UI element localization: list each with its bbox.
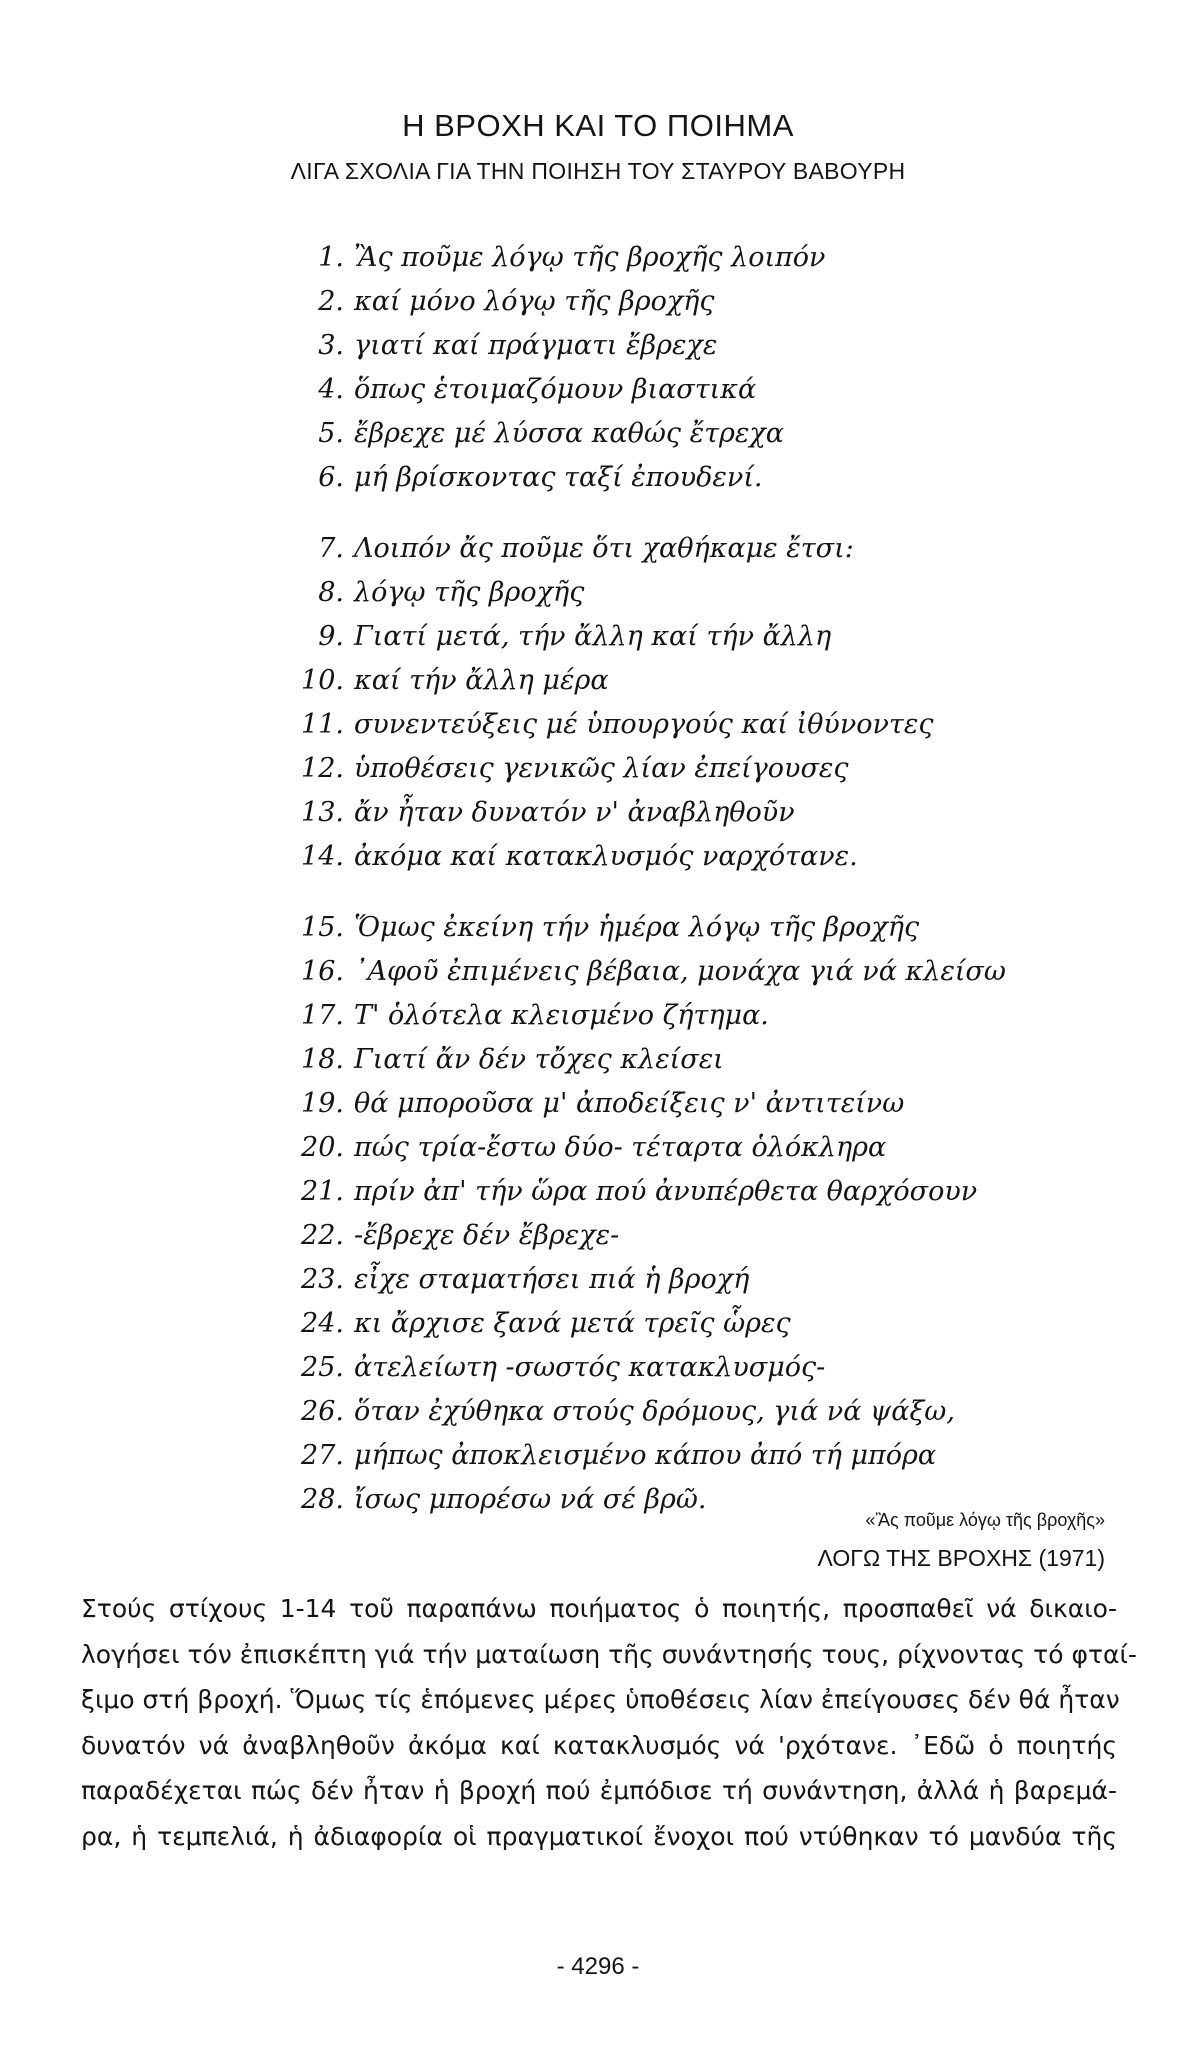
poem-line (0, 906, 1100, 950)
line-text: λόγῳ τῆς βροχῆς (354, 577, 585, 608)
line-text: -ἔβρεχε δέν ἔβρεχε- (354, 1220, 620, 1251)
line-text: Τ' ὁλότελα κλεισμένο ζήτημα. (354, 1000, 769, 1031)
line-number: 6. (318, 462, 344, 493)
poem-line (0, 368, 1100, 412)
line-number: 24. (301, 1308, 344, 1339)
line-number: 1. (318, 242, 344, 273)
poem-line (0, 1302, 1100, 1346)
line-number: 20. (301, 1132, 344, 1163)
line-text: ἴσως μπορέσω νά σέ βρῶ. (354, 1484, 707, 1515)
line-number: 15. (301, 912, 344, 943)
prose-line: ξιμο στή βροχή. Ὅμως τίς ἑπόμενες μέρες ὑποθέσεις λίαν ἐπείγουσες δέν θά ἦταν (81, 1685, 1120, 1714)
poem-line (0, 1082, 1100, 1126)
line-text: ὅταν ἐχύθηκα στούς δρόμους, γιά νά ψάξω, (354, 1396, 955, 1427)
line-text: ὑποθέσεις γενικῶς λίαν ἐπείγουσες (354, 753, 849, 784)
poem-line (0, 1214, 1100, 1258)
line-text: καί τήν ἄλλη μέρα (354, 665, 609, 696)
poem-line (0, 280, 1100, 324)
poem-line (0, 1390, 1100, 1434)
prose-line: ρα, ἡ τεμπελιά, ἡ ἀδιαφορία οἱ πραγματικοί ἔνοχοι πού ντύθηκαν τό μανδύα τῆς (81, 1821, 1117, 1851)
line-number: 25. (301, 1352, 344, 1383)
line-number: 3. (318, 330, 344, 361)
line-text: Ἂς ποῦμε λόγῳ τῆς βροχῆς λοιπόν (354, 242, 826, 273)
poem-line (0, 747, 1100, 791)
line-text: ἔβρεχε μέ λύσσα καθώς ἔτρεχα (354, 418, 785, 449)
line-number: 18. (301, 1044, 344, 1075)
line-text: ᾿Αφοῦ ἐπιμένεις βέβαια, μονάχα γιά νά κλείσω (354, 956, 1006, 987)
line-number: 11. (301, 709, 344, 740)
line-number: 13. (301, 797, 344, 828)
line-number: 7. (318, 533, 344, 564)
line-number: 22. (301, 1220, 344, 1251)
line-text: Ὅμως ἐκείνη τήν ἡμέρα λόγῳ τῆς βροχῆς (354, 912, 920, 943)
line-number: 17. (301, 1000, 344, 1031)
poem-line (0, 412, 1100, 456)
poem-line (0, 456, 1100, 500)
poem-line (0, 1170, 1100, 1214)
poem-line (0, 1038, 1100, 1082)
line-number: 28. (301, 1484, 344, 1515)
line-text: συνεντεύξεις μέ ὑπουργούς καί ἰθύνοντες (354, 709, 934, 740)
line-text: πρίν ἀπ' τήν ὥρα πού ἀνυπέρθετα θαρχόσουν (354, 1176, 978, 1207)
line-text: γιατί καί πράγματι ἔβρεχε (354, 330, 718, 361)
poem-line (0, 236, 1100, 280)
page-title: Η ΒΡΟΧΗ ΚΑΙ ΤΟ ΠΟΙΗΜΑ (402, 108, 794, 143)
line-number: 4. (318, 374, 344, 405)
line-number: 26. (301, 1396, 344, 1427)
poem-line (0, 835, 1100, 879)
line-number: 23. (301, 1264, 344, 1295)
prose-line: Στούς στίχους 1-14 τοῦ παραπάνω ποιήματος ὁ ποιητής, προσπαθεῖ νά δικαιο- (81, 1594, 1117, 1623)
line-number: 8. (318, 577, 344, 608)
poem-line (0, 324, 1100, 368)
page-subtitle: ΛΙΓΑ ΣΧΟΛΙΑ ΓΙΑ ΤΗΝ ΠΟΙΗΣΗ ΤΟΥ ΣΤΑΥΡΟΥ ΒΑΒΟΥΡΗ (290, 158, 906, 184)
poem-source-collection: ΛΟΓΩ ΤΗΣ ΒΡΟΧΗΣ (1971) (817, 1545, 1105, 1571)
poem-source-title: «Ἂς ποῦμε λόγῳ τῆς βροχῆς» (865, 1510, 1105, 1530)
line-text: Γιατί μετά, τήν ἄλλη καί τήν ἄλλη (354, 621, 832, 652)
line-number: 16. (301, 956, 344, 987)
line-text: ἀκόμα καί κατακλυσμός ναρχότανε. (354, 841, 858, 872)
commentary-paragraph (81, 1586, 1137, 1859)
page-number: - 4296 - (556, 1953, 640, 1980)
line-number: 2. (318, 286, 344, 317)
poem-line (0, 791, 1100, 835)
line-text: μή βρίσκοντας ταξί ἐπουδενί. (354, 462, 763, 493)
poem-line (0, 994, 1100, 1038)
poem-line (0, 1258, 1100, 1302)
line-number: 14. (301, 841, 344, 872)
poem-line (0, 615, 1100, 659)
poem-line (0, 1346, 1100, 1390)
poem-line (0, 703, 1100, 747)
poem-line (0, 659, 1100, 703)
line-text: πώς τρία-ἔστω δύο- τέταρτα ὁλόκληρα (354, 1132, 887, 1163)
poem-line (0, 950, 1100, 994)
line-text: Λοιπόν ἄς ποῦμε ὅτι χαθήκαμε ἔτσι: (354, 533, 854, 564)
poem-line (0, 1126, 1100, 1170)
line-number: 19. (301, 1088, 344, 1119)
prose-line: δυνατόν νά ἀναβληθοῦν ἀκόμα καί κατακλυσμός νά 'ρχότανε. ᾿Εδῶ ὁ ποιητής (81, 1730, 1117, 1760)
line-text: ἄν ἦταν δυνατόν ν' ἀναβληθοῦν (354, 797, 795, 828)
line-text: μήπως ἀποκλεισμένο κάπου ἀπό τή μπόρα (354, 1440, 937, 1471)
line-text: θά μποροῦσα μ' ἀποδείξεις ν' ἀντιτείνω (354, 1088, 905, 1119)
line-number: 9. (318, 621, 344, 652)
prose-line: λογήσει τόν ἐπισκέπτη γιά τήν ματαίωση τῆς συνάντησής τους, ρίχνοντας τό φταί- (81, 1639, 1137, 1669)
line-text: ὅπως ἑτοιμαζόμουν βιαστικά (354, 374, 757, 405)
line-text: ἀτελείωτη -σωστός κατακλυσμός- (354, 1352, 826, 1383)
line-number: 5. (318, 418, 344, 449)
line-number: 27. (301, 1440, 344, 1471)
line-number: 12. (301, 753, 344, 784)
line-text: καί μόνο λόγῳ τῆς βροχῆς (354, 286, 715, 317)
poem-line (0, 1434, 1100, 1478)
line-text: Γιατί ἄν δέν τὄχες κλείσει (354, 1044, 724, 1075)
line-text: κι ἄρχισε ξανά μετά τρεῖς ὧρες (354, 1308, 791, 1339)
line-number: 10. (301, 665, 344, 696)
poem-line (0, 571, 1100, 615)
line-text: εἶχε σταματήσει πιά ἡ βροχή (354, 1264, 750, 1295)
poem-line (0, 527, 1100, 571)
prose-line: παραδέχεται πώς δέν ἦταν ἡ βροχή πού ἐμπόδισε τή συνάντηση, ἀλλά ἡ βαρεμά- (81, 1776, 1117, 1805)
line-number: 21. (301, 1176, 344, 1207)
